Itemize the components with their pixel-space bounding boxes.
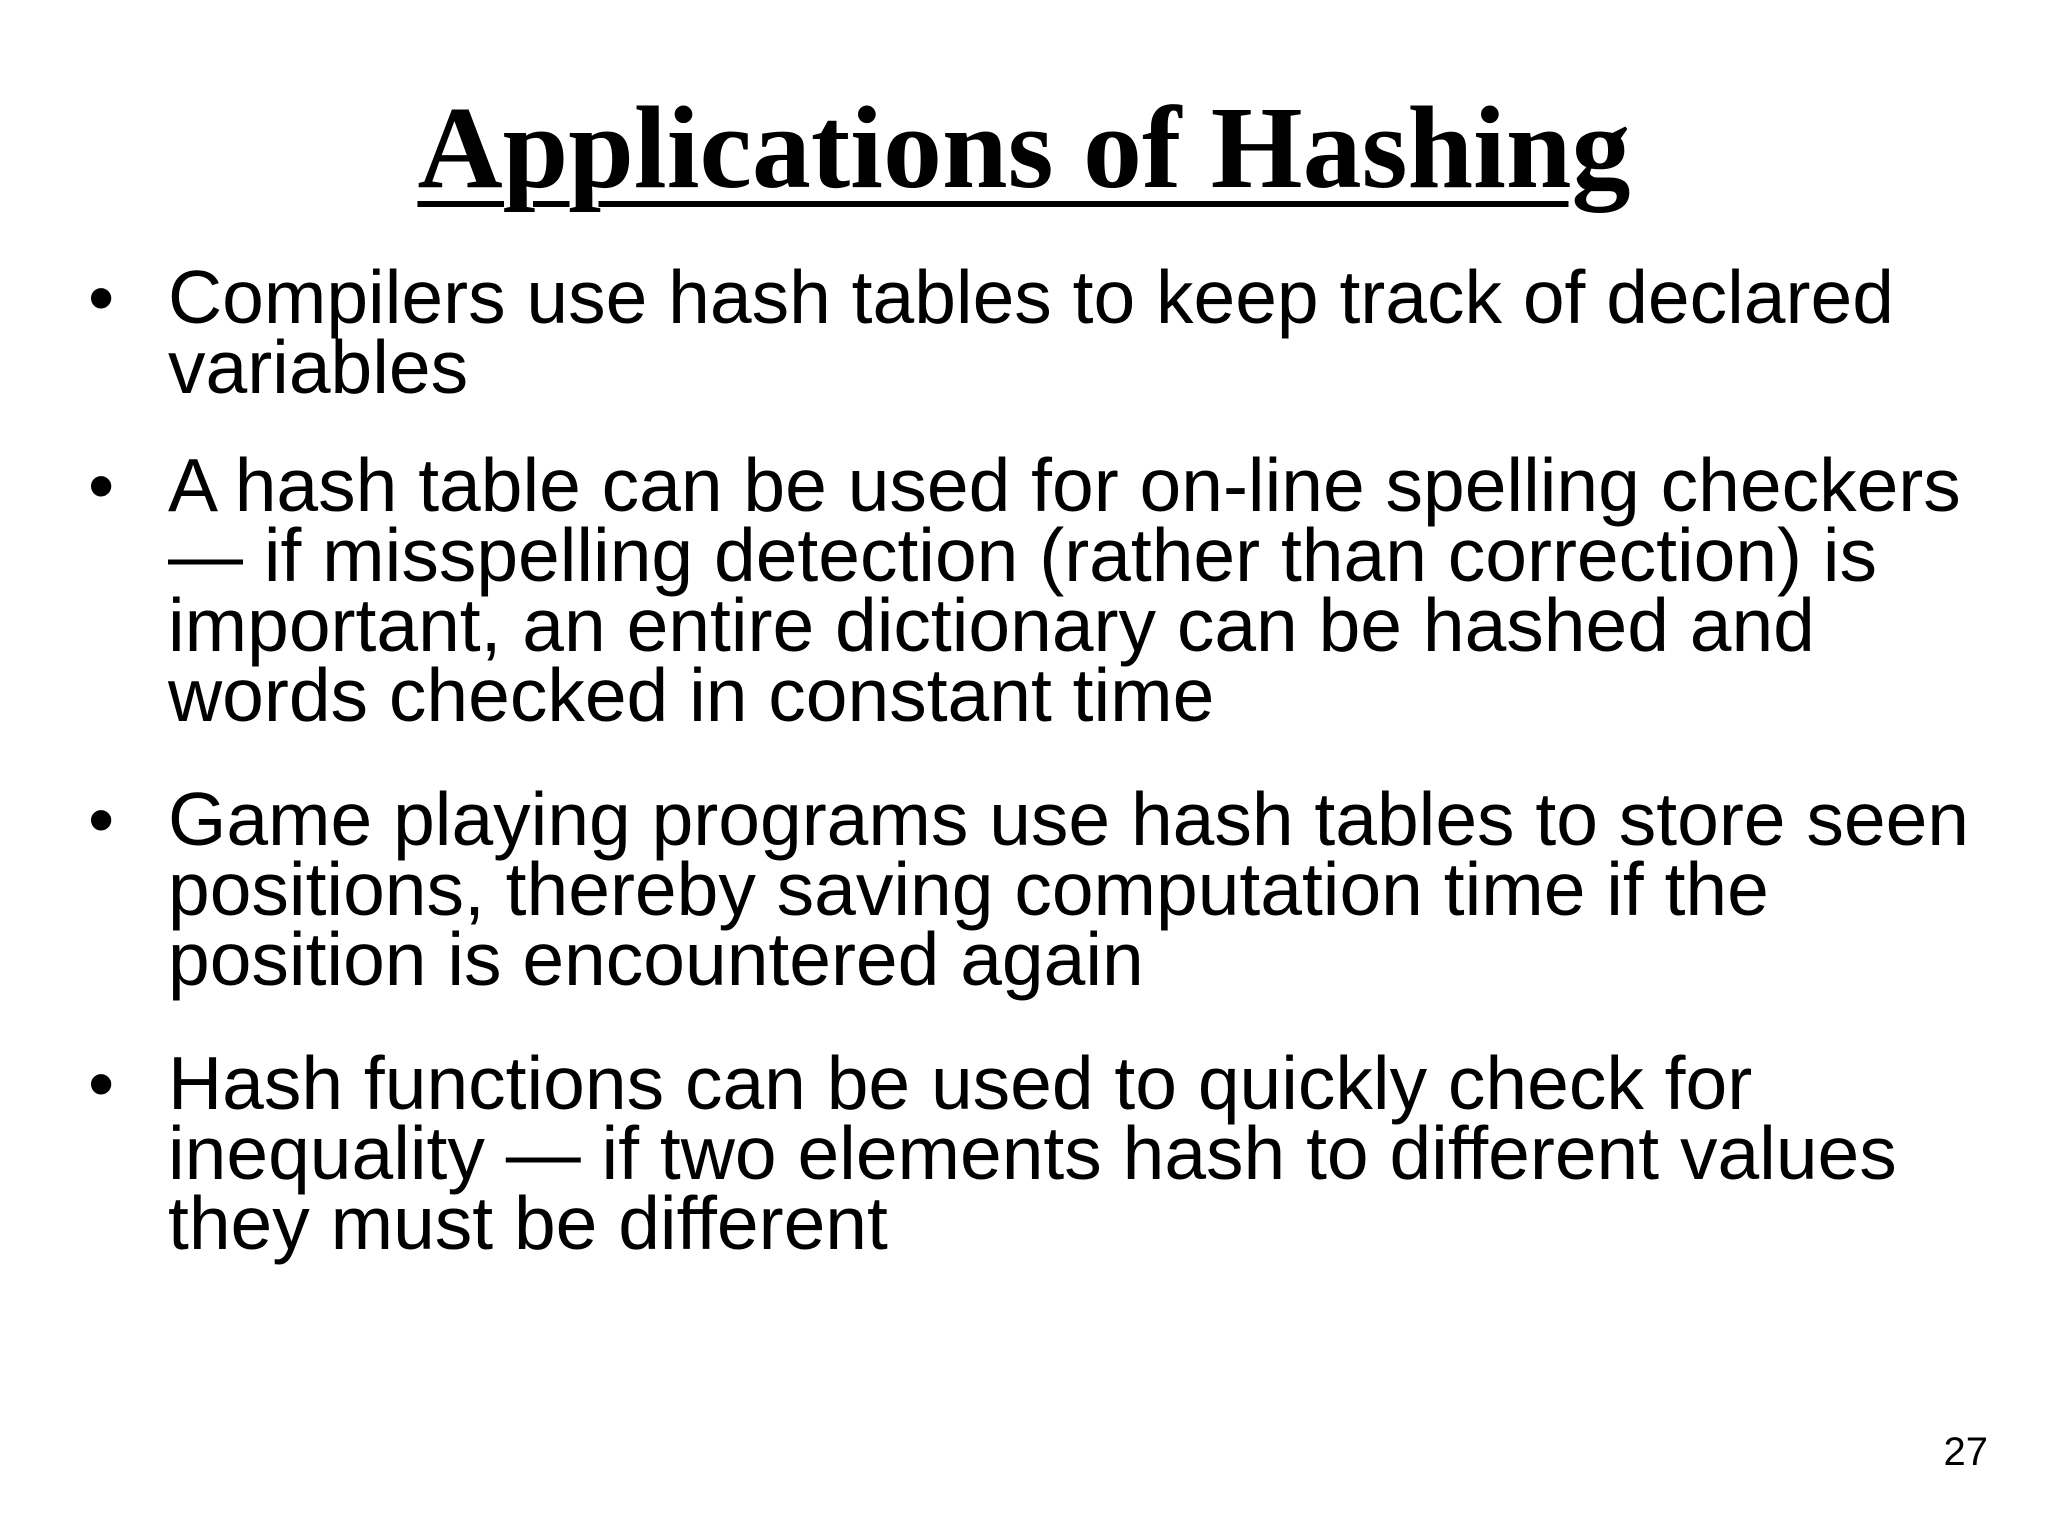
bullet-text: A hash table can be used for on-line spelling checkers — if misspelling detection (rather than correction) is important, an entire dictionary can be hashed and words checked in constant time (168, 443, 1961, 737)
page-number: 27 (1943, 1430, 1988, 1474)
bullet-text: Compilers use hash tables to keep track of declared variables (168, 255, 1894, 409)
bullet-text: Hash functions can be used to quickly check for inequality — if two elements hash to different values they must be different (168, 1041, 1897, 1265)
bullet-marker: • (88, 1041, 115, 1125)
slide-title-text: Applications of Hashing (417, 82, 1631, 213)
bullet-text: Game playing programs use hash tables to store seen positions, thereby saving computation time if the position is encountered again (168, 777, 1969, 1001)
bullet-marker: • (88, 777, 115, 861)
bullet-marker: • (88, 443, 115, 527)
bullet-marker: • (88, 255, 115, 339)
